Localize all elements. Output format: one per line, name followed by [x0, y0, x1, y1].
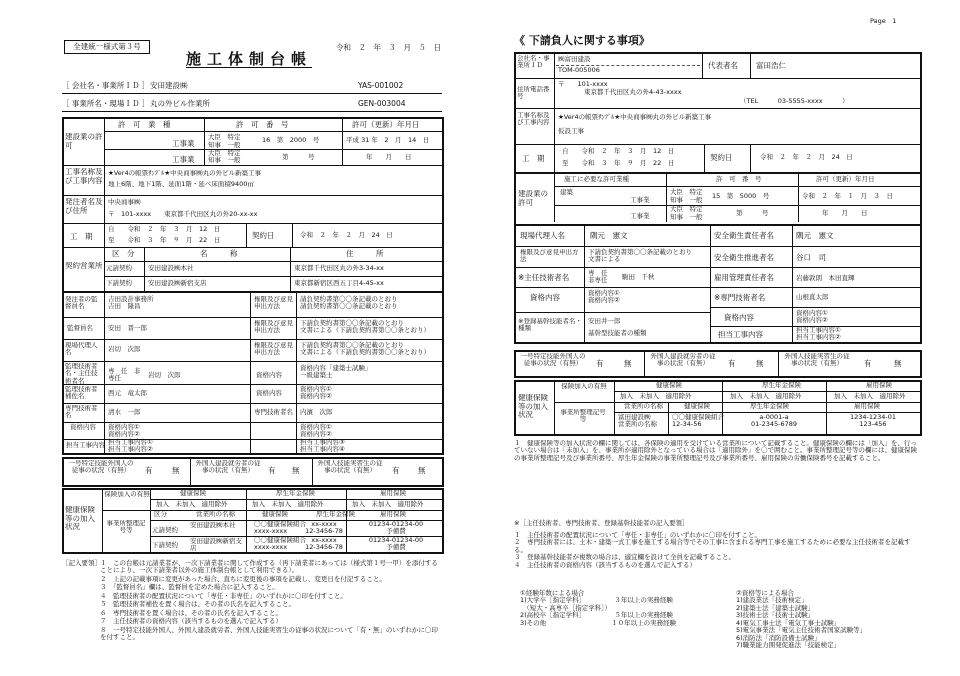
- employment-manager-name: 岩藤敦朗 本田直輝: [796, 274, 855, 282]
- chief-name: 岩切 次郎: [148, 371, 181, 379]
- sub-chief-name: 駒田 千秋: [622, 273, 655, 281]
- tech-note-item: １ 主任技術者の配置状況について「専任・非専任」のいずれかに〇印を付すこと。: [514, 531, 761, 539]
- sub-agent-name: 隅元 憲文: [590, 231, 628, 240]
- period-from: 自 令和 ２ 年 ３ 月 12 日: [108, 225, 221, 233]
- representative-name: 富田浩仁: [756, 61, 786, 70]
- inspector-name: 安田 晋一郎: [108, 324, 147, 332]
- tech-note-item: ３ 登録基幹技能者が複数の場合は、適宜欄を設けて全員を記載すること。: [514, 553, 735, 562]
- sub-contract-date: 令和 ２ 年 ２ 月 24 日: [760, 153, 853, 161]
- sub-permit-date: 令和 ２ 年 １ 月 ３ 日: [802, 192, 893, 200]
- tech-note-item: ２ 専門技術者には、土木・建築一式工事を施工する場合等でその工事に含まれる専門工事を施工するために必要な主任技術者を記載する。: [514, 538, 911, 554]
- insurance-note: １ 健康保険等の加入状況の欄に関しては、各保険の適用を受けている営業所について記載すること。健康保険の欄には「加入」を、行っていない場合は「未加入」を、事業所が適用除外となっている場合は「適用除外」を〇で囲むこと。事業所整理記号等の欄には、健康保険の事業所整理記号及び事業所番号、厚生年金保険の事業所整理記号及び事業所番号、雇用保険の労働保険番号を記載すること。: [514, 440, 917, 462]
- note-item: ７ 主任技術者の資格内容（該当するものを選んで記入する）: [100, 617, 282, 626]
- note-item: ５ 監理技術者補佐を置く場合は、その者の氏名を記入すること。: [100, 600, 295, 609]
- sub-permit-number: 15 第 5000 号: [712, 192, 770, 200]
- work-name: ★Ver4の帳票ｻﾝﾌﾟﾙ★中央商事㈱丸の外ビル新築工事: [108, 170, 262, 177]
- form-label: 全建統一様式第３号: [64, 40, 150, 54]
- experience-list: ①経験年数による場合 1)大学卒［指定学科］ ３年以上の実務経験 （短大・高専卒［指定学科］） 2)高校卒［指定学科］ ５年以上の実務経験 3)その他 １０年以上の実務経験: [520, 589, 677, 627]
- period-to: 至 令和 ３ 年 ９ 月 22 日: [108, 236, 221, 244]
- orderer-address: 〒 101-xxxx 東京都千代田区丸の外20-xx-xx: [108, 210, 258, 218]
- tech-notes-title: ※［主任技術者、専門技術者、登録基幹技能者の記入要領］: [514, 519, 689, 527]
- contract-date-label: 契約日: [252, 231, 275, 240]
- company-label: ［ 会社名・事業所ＩＤ ］: [62, 81, 150, 90]
- contract-office-label: 契約営業所: [65, 262, 103, 270]
- sub-company-id: TOM-005006: [558, 66, 600, 74]
- notes-title: ［記入要領］: [62, 559, 101, 567]
- note-item: ３ 「監督員名」欄は、監督員を定めた場合に記入すること。: [100, 583, 279, 592]
- permit-date-header: 許可（更新）年月日: [352, 120, 420, 129]
- note-item: ４ 監理技術者の配置状況について「専任・非専任」のいずれかに〇印を付すこと。: [100, 591, 347, 600]
- note-item: １ この台帳は元請業者が、一次下請業者に関して作成する（再下請業者にあっては（様式第１号一甲）を添付することにより、一次下請業者以外の施工体制台帳として利用できる）。: [100, 559, 438, 575]
- sub-chief-options: 専 任 非専任: [588, 269, 614, 285]
- permit-type-header: 許 可 業 種: [118, 120, 171, 129]
- period-label: 工 期: [70, 232, 93, 241]
- right-page: Page 1 《 下請負人に関する事項》 会社名・事業所ＩＤ ㈱富田建設 TOM-005006 代表者名 富田浩仁 住所電話番号 〒 101-xxxx 東京都千代田区丸の外4-43-xxxx （TEL 03-5555-xxxx ） 工事名称及び工事内容 ★Ver4の帳票ｻﾝﾌﾟﾙ★中央商事㈱丸の外ビル新築工事 仮設工事 工 期 自 令和 ２ 年 ３ 月 12 日 至 令和 ３ 年 ９ 月 22 日 契約日 令和 ２ 年 ２ 月 24 日 建設業の許可 施工に必要な許可業種 許 可 番 号 許可（更新）年月日 建築 工事業 大臣 特定 知事 一般 15 第 5000 号 令和 ２ 年 １ 月 ３ 日 工事業 大臣 特定 知事 一般 第 号 年 月 日 現場代理人名 隅元 憲文 安全衛生責任者名 隅元 憲文 権限及び意見申出方法 下請負契約書第〇〇条記載のとおり 文書による 安全衛生推進者名 谷口 司 ※主任技術者名 専 任 非専任 駒田 千秋 雇用管理責任者名 岩藤敦朗 本田直輝 資格内容 資格内容① 資格内容② ※専門技術者名 山根直太郎 資格内容 資格内容① 資格内容② ※登録基幹技能者名・種類 安田井一郎 基幹型技能者の種類 担当工事内容 担当工事内容① 担当工事内容② 一号特定技能外国人の従事の状況（有無） 有 無 外国人建設就労者の従事の状況（有無） 有 無 外国人技能実習生の従事の状況（有無） 有 無 健康保険等の加入状況 保険加入の有無 健康保険 厚生年金保険 雇用保険 加入 未加入 適用除外 加入 未加入 適用除外 加入 未加入 適用除外 事業所整理記号等 営業所の名称 健康保険 厚生年金保険 雇用保険 富田建設㈱ 営業所の名称 〇〇健康保険組合 12-34-56 a-0001-a 01-2345-6789 1234-1234-01 123-456 １ 健康保険等の加入状況の欄に関しては、各保険の適用を受けている営業所について記載すること。健康保険の欄には「加入」を、行っていない場合は「未加入」を、事業所が適用除外となっている場合は「適用除外」を〇で囲むこと。事業所整理記号等の欄には、健康保険の事業所整理記号及び事業所番号、厚生年金保険の事業所整理記号及び事業所番号、雇用保険の労働保険番号を記載すること。 ※［主任技術者、専門技術者、登録基幹技能者の記入要領］ １ 主任技術者の配置状況について「専任・非専任」のいずれかに〇印を付すこと。 ２ 専門技術者には、土木・建築一式工事を施工する場合等でその工事に含まれる専門工事を施工するために必要な主任技術者を記載する。 ３ 登録基幹技能者が複数の場合は、適宜欄を設けて全員を記載すること。 ４ 主任技術者の資格内容（該当するものを選んで記入する） ①経験年数による場合 1)大学卒［指定学科］ ３年以上の実務経験 （短大・高専卒［指定学科］） 2)高校卒［指定学科］ ５年以上の実務経験 3)その他 １０年以上の実務経験 ②資格等による場合 1)建設業法「技術検定」 2)建築士法「建築士試験」 3)技術士法「技術士試験」 4)電気工事士法「電気工事士試験」 5)電気事業法「電気主任技術者国家試験等」 6)消防法「消防設備士試験」 7)職業能力開発促進法「技能検定」: [480, 0, 960, 676]
- site-label: ［ 事業所名・現場ＩＤ ］: [62, 99, 150, 108]
- subcontractor-title: 《 下請負人に関する事項》: [514, 34, 650, 47]
- tech-note-item: ４ 主任技術者の資格内容（該当するものを選んで記入する）: [514, 560, 696, 569]
- site-name: 丸の外ビル作業所: [150, 99, 210, 108]
- work-name-label: 工事名称及び工事内容: [65, 168, 103, 185]
- note-item: ２ 上記の記載事項に変更があった場合、直ちに変更後の事項を記載し、変更日を付記すること。: [100, 574, 386, 583]
- agent-name: 岩切 次郎: [108, 345, 141, 353]
- contract-date: 令和 ２ 年 ２ 月 24 日: [300, 231, 393, 239]
- sub-work-name: ★Ver4の帳票ｻﾝﾌﾟﾙ★中央商事㈱丸の外ビル新築工事: [558, 113, 712, 121]
- sub-address: 東京都千代田区丸の外4-43-xxxx: [584, 88, 682, 96]
- notes: [100, 560, 440, 642]
- permit-number-1: 16 第 2000 号: [262, 136, 320, 144]
- orderer-name: 中央商事㈱: [108, 198, 141, 206]
- page-title: 施工体制台帳: [186, 50, 313, 68]
- company-name: 安田建設㈱: [150, 81, 188, 90]
- note-item: ６ 専門技術者を置く場合は、その者の氏名を記入すること。: [100, 608, 282, 617]
- chief-options: 専 任 非専任: [108, 367, 141, 383]
- page-number: Page 1: [870, 17, 897, 25]
- sub-period-from: 自 令和 ２ 年 ３ 月 12 日: [562, 147, 675, 155]
- sub-company-name: ㈱富田建設: [558, 55, 591, 63]
- safety-promoter-name: 谷口 司: [796, 253, 826, 262]
- sub-work-content: 仮設工事: [558, 127, 584, 135]
- work-content: 地上6階、地下1階、延面1階・延べ床面積9400㎡: [108, 181, 254, 188]
- note-item: ８ 一号特定技能外国人、外国人建設就労者、外国人技能実習生の従事の状況について「有・無」のいずれかに〇印を付すこと。: [100, 625, 438, 642]
- qualification-list: ②資格等による場合 1)建設業法「技術検定」 2)建築士法「建築士試験」 3)技術士法「技術士試験」 4)電気工事士法「電気工事士試験」 5)電気事業法「電気主任技術者国家試験等」 6)消防法「消防設備士試験」 7)職業能力開発促進法「技能検定」: [736, 589, 867, 650]
- permit-number-header: 許 可 番 号: [236, 120, 289, 129]
- company-id: YAS-001002: [358, 81, 404, 90]
- sub-specialist-name: 山根直太郎: [796, 293, 829, 301]
- sub-period-to: 至 令和 ３ 年 ９ 月 22 日: [562, 159, 675, 167]
- document-date: 令和 ２ 年 ３ 月 ５ 日: [336, 43, 441, 52]
- kanri-name: 安田井一郎: [588, 317, 621, 325]
- supervisor-name: 吉田設計事務所 吉田 隆昌: [108, 295, 154, 311]
- tech-notes: [514, 532, 922, 569]
- permit-row-label: 建設業の許可: [65, 133, 103, 150]
- site-id: GEN-003004: [358, 99, 406, 108]
- orderer-label: 発注者名及び住所: [65, 198, 103, 215]
- assistant-name: 西元 竜太郎: [108, 389, 147, 397]
- specialist-name: 清水 一郎: [108, 408, 141, 416]
- left-page: 全建統一様式第３号 施工体制台帳 令和 ２ 年 ３ 月 ５ 日 ［ 会社名・事業所ＩＤ ］ 安田建設㈱ YAS-001002 ［ 事業所名・現場ＩＤ ］ 丸の外ビル作業所 GEN-003004 建設業の許可 許 可 業 種 許 可 番 号 許可（更新）年月日 工事業 大臣 特定 知事 一般 16 第 2000 号 平成 31 年 2 月 14 日 工事業 大臣 特定 知事 一般 第 号 年 月 日 工事名称及び工事内容 ★Ver4の帳票ｻﾝﾌﾟﾙ★中央商事㈱丸の外ビル新築工事 地上6階、地下1階、延面1階・延べ床面積9400㎡ 発注者名及び住所 中央商事㈱ 〒 101-xxxx 東京都千代田区丸の外20-xx-xx 工 期 自 令和 ２ 年 ３ 月 12 日 至 令和 ３ 年 ９ 月 22 日 契約日 令和 ２ 年 ２ 月 24 日 契約営業所 区 分 名 称 住 所 元請契約 安田建設㈱本社 東京都千代田区丸の外3-34-xx 下請契約 安田建設㈱新宿支店 東京都新宿区西五丁目4-45-xx 発注者の監督員名 吉田設計事務所 吉田 隆昌 権限及び意見申出方法 請負契約書第〇〇条記載のとおり 請負契約書第〇〇条記載のとおり 監督員名 安田 晋一郎 権限及び意見申出方法 下請負契約書第〇〇条記載のとおり 文書による（下請負契約書第〇〇条とおり） 現場代理人名 岩切 次郎 権限及び意見申出方法 下請負契約書第〇〇条記載のとおり 文書による（下請負契約書第〇〇条とおり） 監理技術者名・主任技術者名 専 任 非専任 岩切 次郎 資格内容 資格内容「建築士試験」 一級建築士 監理技術者補佐名 西元 竜太郎 資格内容 資格内容① 資格内容② 専門技術者名 清水 一郎 専門技術者名 内濱 次郎 資格内容 資格内容① 資格内容② 資格内容① 資格内容② 担当工事内容 担当工事内容① 担当工事内容② 担当工事内容③ 担当工事内容④ 一号特定技能外国人の従事の状況（有無） 有 無 外国人建設就労者の従事の状況（有無） 有 無 外国人技能実習生の従事の状況（有無） 有 無 健康保険等の加入状況 保険加入の有無 健康保険 厚生年金保険 雇用保険 加入 未加入 適用除外 加入 未加入 適用除外 加入 未加入 適用除外 事業所整理記号等 区分 営業所の名称 健康保険 厚生年金保険 雇用保険 元請契約 安田建設㈱本社 〇〇健康保険組合 xxxx-xxxx xx-xxxx 12-3456-78 01234-01234-00 予備費 下請契約 安田建設㈱新宿支店 〇〇健康保険組合 xxxx-xxxx xx-xxxx 12-3456-78 01234-01234-00 予備費 ［記入要領］ １ この台帳は元請業者が、一次下請業者に関して作成する（再下請業者にあっては（様式第１号一甲）を添付することにより、一次下請業者以外の施工体制台帳として利用できる）。 ２ 上記の記載事項に変更があった場合、直ちに変更後の事項を記載し、変更日を付記すること。 ３ 「監督員名」欄は、監督員を定めた場合に記入すること。 ４ 監理技術者の配置状況について「専任・非専任」のいずれかに〇印を付すこと。 ５ 監理技術者補佐を置く場合は、その者の氏名を記入すること。 ６ 専門技術者を置く場合は、その者の氏名を記入すること。 ７ 主任技術者の資格内容（該当するものを選んで記入する） ８ 一号特定技能外国人、外国人建設就労者、外国人技能実習生の従事の状況について「有・無」のいずれかに〇印を付すこと。: [0, 0, 480, 676]
- permit-date-1: 平成 31 年 2 月 14 日: [346, 136, 430, 144]
- safety-manager-name: 隅元 憲文: [796, 231, 834, 240]
- sub-tel: （TEL 03-5555-xxxx ）: [740, 97, 849, 105]
